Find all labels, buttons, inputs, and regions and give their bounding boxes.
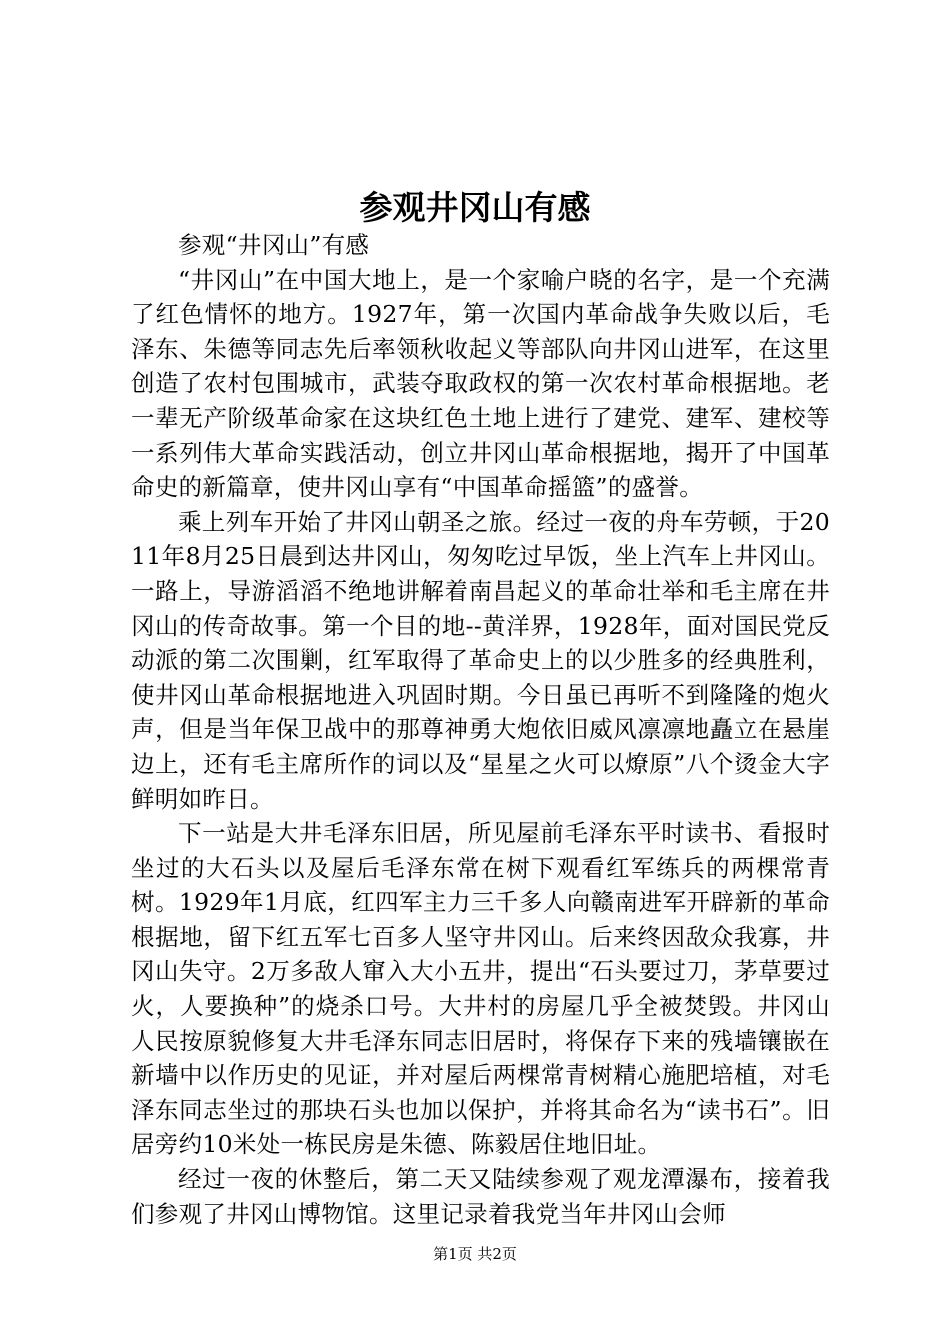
paragraph: 下一站是大井毛泽东旧居，所见屋前毛泽东平时读书、看报时坐过的大石头以及屋后毛泽东常在树下观看红军练兵的两棵常青树。1929年1月底，红四军主力三千多人向赣南进军开辟新的革命根据地，留下红五军七百多人坚守井冈山。后来终因敌众我寡，井冈山失守。2万多敌人窜入大小五井，提出“石头要过刀，茅草要过火，人要换种”的烧杀口号。大井村的房屋几乎全被焚毁。井冈山人民按原貌修复大井毛泽东同志旧居时，将保存下来的残墙镶嵌在新墙中以作历史的见证，并对屋后两棵常青树精心施肥培植，对毛泽东同志坐过的那块石头也加以保护，并将其命名为“读书石”。旧居旁约10米处一栋民房是朱德、陈毅居住地旧址。 bbox=[131, 819, 830, 1159]
document-title: 参观井冈山有感 bbox=[359, 188, 591, 227]
paragraph: “井冈山”在中国大地上，是一个家喻户晓的名字，是一个充满了红色情怀的地方。1927年，第一次国内革命战争失败以后，毛泽东、朱德等同志先后率领秋收起义等部队向井冈山进军，在这里创造了农村包围城市，武装夺取政权的第一次农村革命根据地。老一辈无产阶级革命家在这块红色土地上进行了建党、建军、建校等一系列伟大革命实践活动，创立井冈山革命根据地，揭开了中国革命史的新篇章，使井冈山享有“中国革命摇篮”的盛誉。 bbox=[131, 265, 830, 502]
paragraph: 乘上列车开始了井冈山朝圣之旅。经过一夜的舟车劳顿，于2011年8月25日晨到达井冈山，匆匆吃过早饭，坐上汽车上井冈山。一路上，导游滔滔不绝地讲解着南昌起义的革命壮举和毛主席在井冈山的传奇故事。第一个目的地--黄洋界，1928年，面对国民党反动派的第二次围剿，红军取得了革命史上的以少胜多的经典胜利，使井冈山革命根据地进入巩固时期。今日虽已再听不到隆隆的炮火声，但是当年保卫战中的那尊神勇大炮依旧威风凛凛地矗立在悬崖边上，还有毛主席所作的词以及“星星之火可以燎原”八个烫金大字鲜明如昨日。 bbox=[131, 507, 830, 813]
paragraph: 经过一夜的休整后，第二天又陆续参观了观龙潭瀑布，接着我们参观了井冈山博物馆。这里记录着我党当年井冈山会师 bbox=[131, 1165, 830, 1228]
paragraph-subtitle: 参观“井冈山”有感 bbox=[178, 231, 370, 259]
page-footer: 第1页 共2页 bbox=[433, 1245, 517, 1263]
document-body bbox=[131, 228, 830, 1231]
